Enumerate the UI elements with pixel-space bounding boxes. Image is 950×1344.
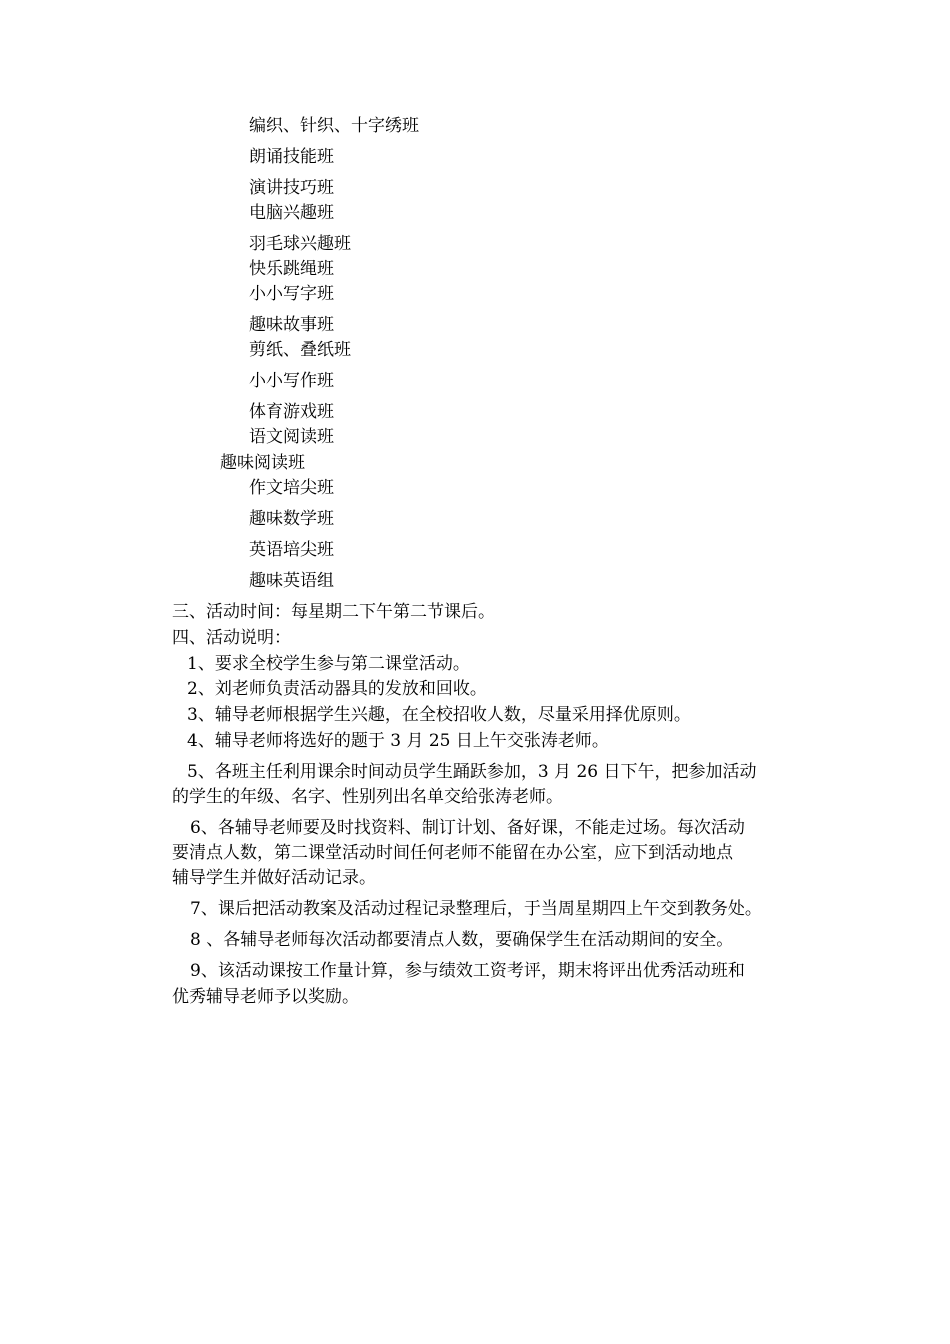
class-item: 朗诵技能班 <box>249 147 334 167</box>
class-item: 羽毛球兴趣班 <box>249 234 351 254</box>
class-item: 趣味数学班 <box>249 509 334 529</box>
class-item: 语文阅读班 <box>249 427 334 447</box>
note-item: 4、辅导老师将选好的题于 3 月 25 日上午交张涛老师。 <box>187 731 609 751</box>
note-item-line: 9、该活动课按工作量计算，参与绩效工资考评，期末将评出优秀活动班和 <box>190 961 745 981</box>
class-item: 小小写字班 <box>249 284 334 304</box>
class-item: 快乐跳绳班 <box>249 259 334 279</box>
section-activity-time: 三、活动时间：每星期二下午第二节课后。 <box>172 602 495 622</box>
class-item: 编织、针织、十字绣班 <box>249 116 419 136</box>
class-item: 电脑兴趣班 <box>249 203 334 223</box>
class-item: 趣味故事班 <box>249 315 334 335</box>
note-item: 3、辅导老师根据学生兴趣，在全校招收人数，尽量采用择优原则。 <box>187 705 691 725</box>
class-item: 剪纸、叠纸班 <box>249 340 351 360</box>
note-item-line: 要清点人数，第二课堂活动时间任何老师不能留在办公室，应下到活动地点 <box>172 843 733 863</box>
class-item: 英语培尖班 <box>249 540 334 560</box>
note-item: 1、要求全校学生参与第二课堂活动。 <box>187 654 470 674</box>
note-item: 8 、各辅导老师每次活动都要清点人数，要确保学生在活动期间的安全。 <box>190 930 734 950</box>
class-item: 小小写作班 <box>249 371 334 391</box>
class-item: 作文培尖班 <box>249 478 334 498</box>
note-item-line: 辅导学生并做好活动记录。 <box>172 868 376 888</box>
note-item: 7、课后把活动教案及活动过程记录整理后，于当周星期四上午交到教务处。 <box>190 899 762 919</box>
note-item: 2、刘老师负责活动器具的发放和回收。 <box>187 679 487 699</box>
note-item-line: 6、各辅导老师要及时找资料、制订计划、备好课，不能走过场。每次活动 <box>190 818 745 838</box>
class-item: 趣味阅读班 <box>220 453 305 473</box>
class-item: 趣味英语组 <box>249 571 334 591</box>
note-item-line: 优秀辅导老师予以奖励。 <box>172 987 359 1007</box>
class-item: 体育游戏班 <box>249 402 334 422</box>
section-activity-notes: 四、活动说明： <box>172 628 291 648</box>
class-item: 演讲技巧班 <box>249 178 334 198</box>
note-item-line: 5、各班主任利用课余时间动员学生踊跃参加，3 月 26 日下午，把参加活动 <box>187 762 757 782</box>
note-item-line: 的学生的年级、名字、性别列出名单交给张涛老师。 <box>172 787 563 807</box>
